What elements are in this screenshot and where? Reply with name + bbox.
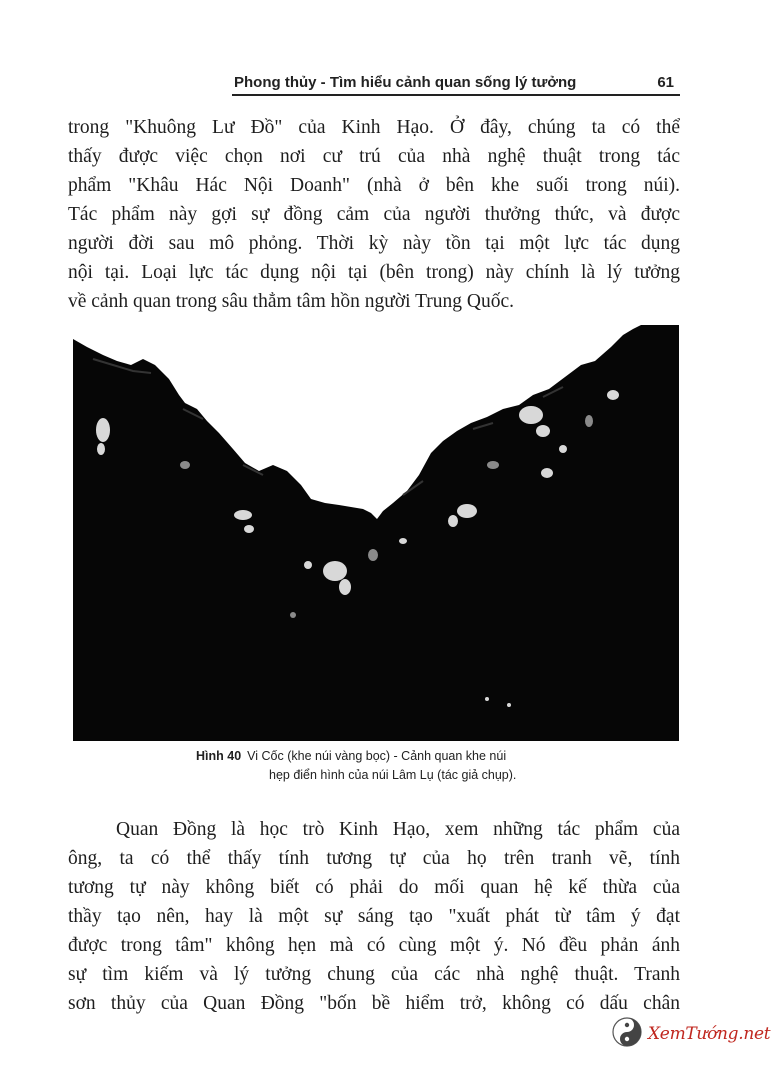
text-line: Tác phẩm này gợi sự đồng cảm của người thưởng thức, và được: [68, 204, 680, 225]
figure-label: Hình 40: [196, 749, 242, 763]
text-line: trong "Khuông Lư Đồ" của Kinh Hạo. Ở đây, chúng ta có thể: [68, 117, 680, 138]
text-line: tương tự này không biết có phải do mối quan hệ kế thừa của: [68, 877, 680, 898]
running-title: Phong thủy - Tìm hiểu cảnh quan sống lý tưởng: [234, 74, 577, 91]
paragraph-1: [68, 113, 680, 316]
watermark-text: XemTướng.net: [648, 1024, 771, 1044]
text-line: sự tìm kiếm và lý tưởng chung của các nhà nghệ thuật. Tranh: [68, 964, 680, 985]
caption-line-1: Vi Cốc (khe núi vàng bọc) - Cảnh quan khe núi: [247, 749, 507, 763]
yin-yang-icon: [612, 1017, 642, 1052]
text-line: người đời sau mô phỏng. Thời kỳ này tồn tại một lực tác dụng: [68, 233, 680, 254]
text-line: về cảnh quan trong sâu thẳm tâm hồn người Trung Quốc.: [68, 291, 515, 312]
site-watermark: [612, 1014, 770, 1054]
paragraph-2: [68, 815, 680, 1018]
text-line: phẩm "Khâu Hác Nội Doanh" (nhà ở bên khe suối trong núi).: [68, 175, 680, 196]
page-number: 61: [657, 74, 674, 91]
figure-caption: [196, 747, 676, 785]
text-line: được trong tâm" không hẹn mà có cùng một ý. Nó đều phản ánh: [68, 935, 680, 956]
header-rule: [232, 94, 680, 96]
text-line: thầy tạo nên, hay là một sự sáng tạo "xuất phát từ tâm ý đạt: [68, 906, 680, 927]
text-line: nội tại. Loại lực tác dụng nội tại (bên trong) này chính là lý tưởng: [68, 262, 680, 283]
caption-line-2: hẹp điển hình của núi Lâm Lụ (tác giả chụp).: [269, 768, 517, 782]
text-line: ông, ta có thể thấy tính tương tự của họ trên tranh vẽ, tính: [68, 848, 680, 869]
text-line: Quan Đồng là học trò Kinh Hạo, xem những tác phẩm của: [116, 819, 680, 840]
text-line: thấy được việc chọn nơi cư trú của nhà nghệ thuật trong tác: [68, 146, 680, 167]
figure-photo: [73, 325, 679, 741]
text-line: sơn thủy của Quan Đồng "bốn bề hiểm trở, không có dấu chân: [68, 993, 680, 1014]
